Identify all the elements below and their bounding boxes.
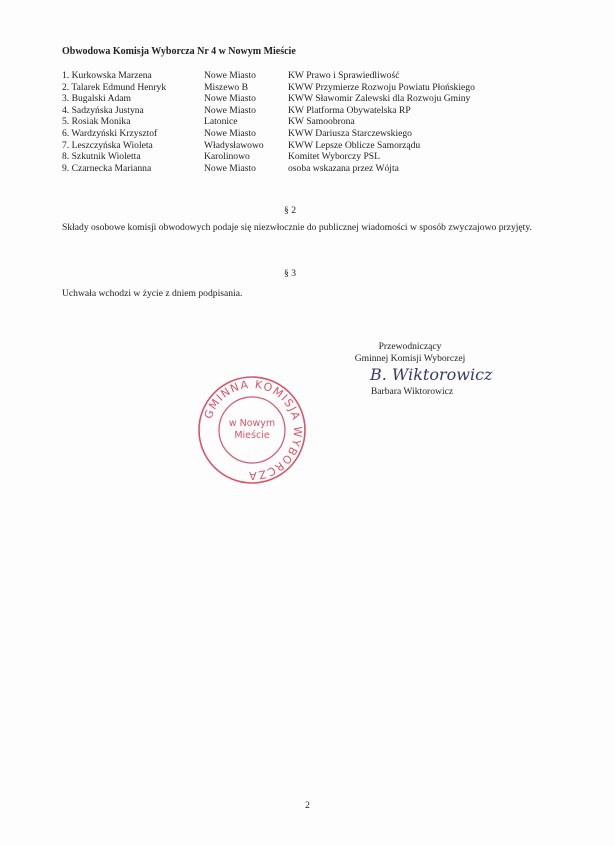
section-2-heading: § 2	[284, 205, 296, 216]
section-3-paragraph: Uchwała wchodzi w życie z dniem podpisania.	[62, 288, 243, 299]
member-row	[62, 163, 542, 175]
svg-text:B. Wiktorowicz: B. Wiktorowicz	[370, 365, 493, 384]
commission-title: Obwodowa Komisja Wyborcza Nr 4 w Nowym Mieście	[62, 46, 296, 57]
member-name: 4. Sadzyńska Justyna	[62, 104, 144, 116]
member-name: 5. Rosiak Monika	[62, 116, 131, 128]
member-place: Władysławowo	[204, 139, 264, 151]
member-name: 7. Leszczyńska Wioleta	[62, 139, 153, 151]
member-place: Nowe Miasto	[204, 162, 256, 174]
svg-text:w Nowym: w Nowym	[228, 418, 276, 429]
member-place: Latonice	[204, 116, 238, 128]
commission-stamp	[196, 374, 308, 486]
member-name: 6. Wardzyński Krzysztof	[62, 127, 158, 139]
member-row	[62, 70, 542, 82]
signature-role-line1: Przewodniczący	[378, 341, 442, 352]
member-place: Nowe Miasto	[204, 104, 256, 116]
member-committee: KW Samoobrona	[288, 116, 355, 128]
member-place: Nowe Miasto	[204, 127, 256, 139]
member-committee: KWW Dariusza Starczewskiego	[288, 127, 412, 139]
member-name: 8. Szkutnik Wioletta	[62, 151, 141, 163]
member-row	[62, 105, 542, 117]
member-row	[62, 116, 542, 128]
member-name: 1. Kurkowska Marzena	[62, 70, 152, 81]
member-name: 2. Talarek Edmund Henryk	[62, 81, 167, 93]
page-number: 2	[305, 800, 310, 811]
member-committee: KW Prawo i Sprawiedliwość	[288, 70, 400, 81]
member-row	[62, 151, 542, 163]
section-2-paragraph: Składy osobowe komisji obwodowych podaje się niezwłocznie do publicznej wiadomości w sposób zwyczajowo przyjęty.	[62, 222, 532, 233]
member-row	[62, 128, 542, 140]
member-committee: KWW Przymierze Rozwoju Powiatu Płońskiego	[288, 81, 475, 93]
member-row	[62, 93, 542, 105]
signature-role-line2: Gminnej Komisji Wyborczej	[354, 353, 466, 364]
member-row	[62, 82, 542, 94]
member-row	[62, 140, 542, 152]
section-3-heading: § 3	[284, 268, 296, 279]
member-committee: KWW Lepsze Oblicze Samorządu	[288, 139, 421, 151]
handwritten-signature	[368, 360, 533, 388]
member-place: Miszewo B	[204, 81, 248, 93]
svg-text:GMINNA KOMISJA WYBORCZA: GMINNA KOMISJA WYBORCZA	[201, 377, 305, 483]
signatory-name: Barbara Wiktorowicz	[370, 386, 454, 397]
member-committee: KWW Sławomir Zalewski dla Rozwoju Gminy	[288, 93, 471, 105]
members-list	[62, 70, 542, 174]
member-committee: KW Platforma Obywatelska RP	[288, 104, 411, 116]
member-place: Nowe Miasto	[204, 93, 256, 105]
member-place: Nowe Miasto	[204, 70, 256, 81]
member-committee: osoba wskazana przez Wójta	[288, 162, 399, 174]
member-place: Karolinowo	[204, 151, 250, 163]
member-committee: Komitet Wyborczy PSL	[288, 151, 380, 163]
member-name: 9. Czarnecka Marianna	[62, 162, 152, 174]
member-name: 3. Bugalski Adam	[62, 93, 132, 105]
svg-text:Mieście: Mieście	[234, 430, 270, 441]
